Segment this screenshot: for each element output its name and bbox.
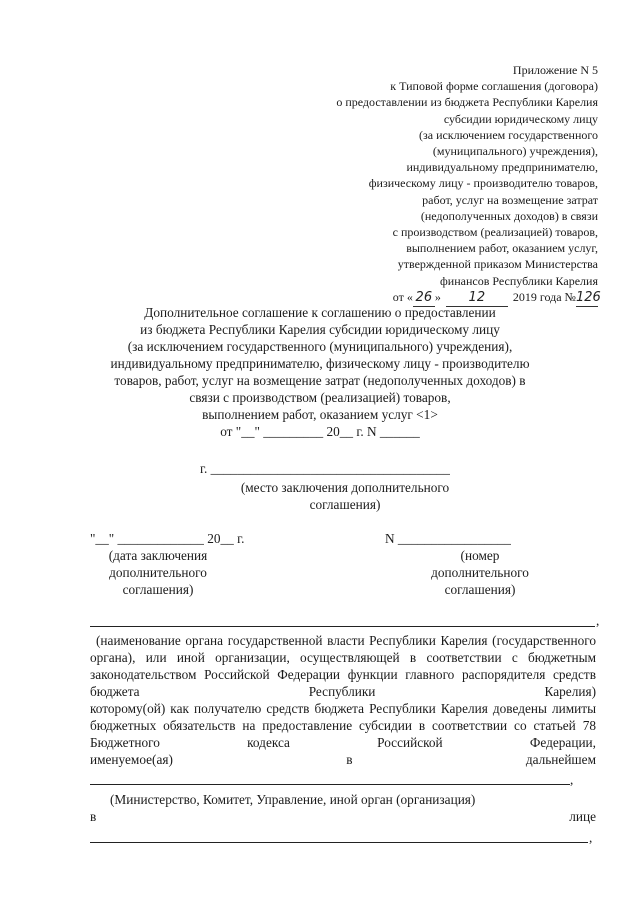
appendix-line: утвержденной приказом Министерства [397,257,598,272]
place-caption: (место заключения дополнительного соглашения) [240,480,450,512]
appendix-line: финансов Республики Карелия [440,273,598,288]
appendix-number: 126 [576,290,598,307]
appendix-line: работ, услуг на возмещение затрат [422,192,598,207]
appendix-line: (муниципального) учреждения), [432,144,598,159]
appendix-date: от « 26 » 12 2019 года №126 [336,289,598,307]
appendix-line: физическому лицу - производителю товаров, [368,176,598,191]
appendix-line: о предоставлении из бюджета Республики Карелия [336,95,598,110]
appendix-line: индивидуальному предпринимателю, [406,160,598,175]
organ-description: (наименование органа государственной власти Республики Карелия (государственного органа), или иной организации, осуществляющей в соответствии с бюджетным законодательством Российской Федерации функции главного распорядителя средств бюджета Республики Карелия) [90,633,596,699]
appendix-line: выполнением работ, оказанием услуг, [406,241,598,256]
appendix-line: Приложение N 5 [512,63,598,77]
title-line: от "__" _________ 20__ г. N ______ [220,424,420,439]
blank-comma: , [570,772,574,787]
title-line: связи с производством (реализацией) товаров, [189,390,451,405]
title-line: выполнением работ, оказанием услуг <1> [202,407,438,422]
named-line: именуемое(ая) в дальнейшем [90,752,596,767]
place-line: г. ____________________________________ [200,461,450,476]
number-caption: (номер дополнительного соглашения) [431,548,529,597]
title-line: товаров, работ, услуг на возмещение затрат (недополученных доходов) в [114,373,526,388]
appendix-header [336,62,601,307]
blank-line-organ [90,626,595,627]
title-line: (за исключением государственного (муниципального) учреждения), [127,339,513,354]
appendix-line: (за исключением государственного [419,127,598,142]
appendix-day: 26 [413,290,435,307]
number-line: N _________________ [385,531,511,546]
blank-line-ministry [90,784,570,785]
appendix-line: с производством (реализацией) товаров, [392,225,598,240]
appendix-line: к Типовой форме соглашения (договора) [390,79,598,94]
title-line: индивидуальному предпринимателю, физическому лицу - производителю [110,356,530,371]
appendix-line: (недополученных доходов) в связи [420,208,598,223]
agreement-title [60,304,580,440]
date-line: "__" _____________ 20__ г. [90,531,245,546]
budget-limits-text: которому(ой) как получателю средств бюджета Республики Карелия доведены лимиты бюджетных обязательств на предоставление субсидии в соответствии со статьей 78 Бюджетного кодекса Российской Федерации, [90,701,596,750]
blank-line-person [90,842,588,843]
blank-comma: , [589,830,593,845]
blank-comma: , [596,613,600,628]
date-caption: (дата заключения дополнительного соглашения) [108,548,208,597]
title-line: из бюджета Республики Карелия субсидии юридическому лицу [140,322,500,337]
title-line: Дополнительное соглашение к соглашению о предоставлении [144,305,496,320]
appendix-month: 12 [446,290,508,307]
ministry-caption: (Министерство, Комитет, Управление, иной орган (организация) [110,792,476,807]
appendix-line: субсидии юридическому лицу [443,111,598,126]
in-person-line: в лице [90,809,596,824]
